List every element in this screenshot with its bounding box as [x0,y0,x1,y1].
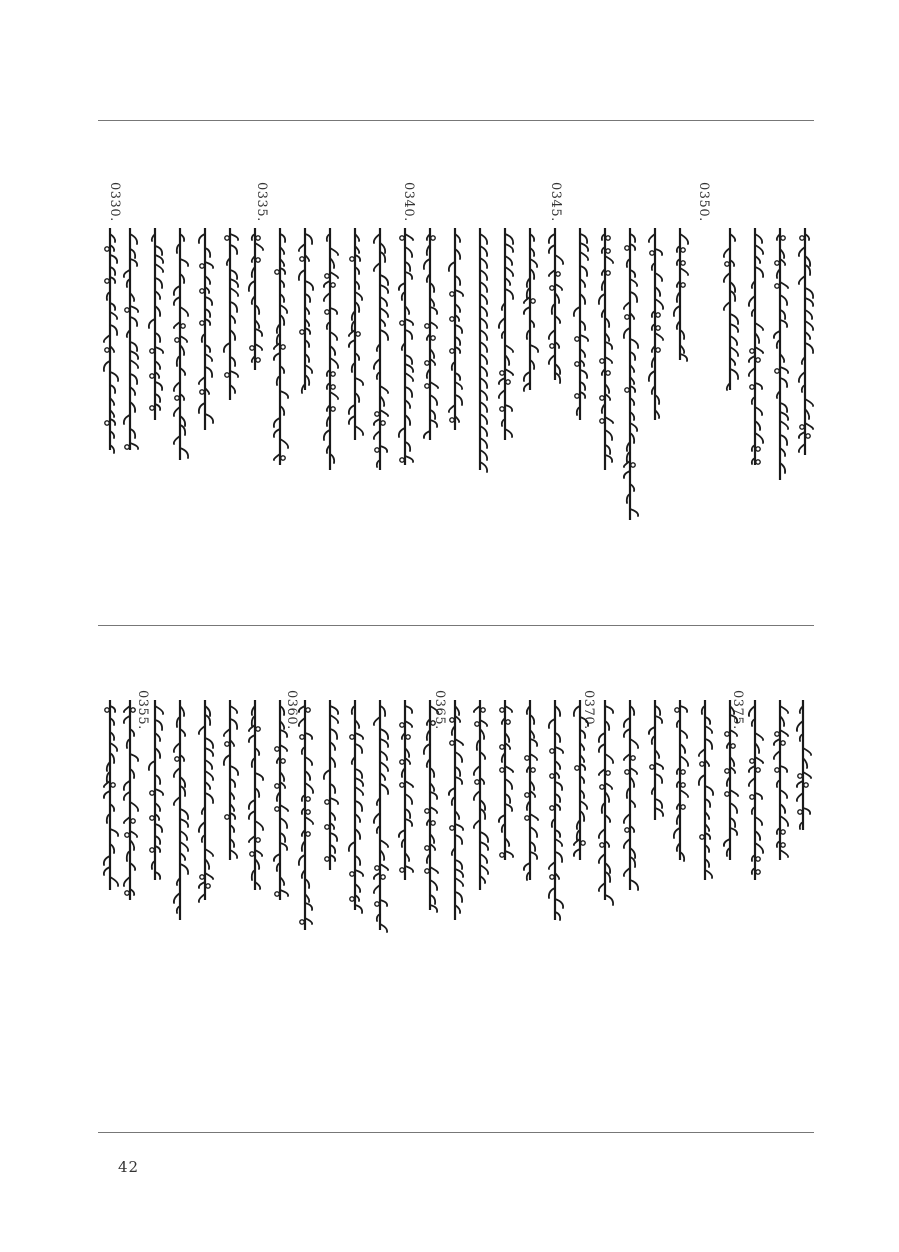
script-line [424,228,438,440]
script-line [449,700,463,920]
script-line [749,228,763,465]
verse-number: 0345. [548,182,563,222]
script-line [774,228,788,480]
script-line [599,700,613,905]
script-line [174,228,188,460]
script-line [724,700,738,860]
verse-number: 0355. [135,690,150,730]
script-line [449,228,463,430]
script-line [124,700,138,900]
script-line [674,228,688,361]
script-line [499,700,513,860]
script-line [724,228,738,390]
script-line [649,700,663,820]
verse-number: 0335. [254,182,269,222]
script-line [299,700,313,930]
script-line [274,228,288,465]
script-line [374,228,388,470]
script-line [199,700,213,902]
script-line [324,700,338,870]
script-line [224,228,238,400]
script-line [574,228,588,420]
script-line [274,700,288,900]
script-line [424,700,438,912]
script-line [799,228,813,455]
verse-number: 0365. [432,690,447,730]
script-line [374,700,388,932]
script-line [574,700,588,860]
script-line [399,228,413,465]
script-line [749,700,763,880]
script-line [224,700,238,860]
verse-number: 0375. [730,690,745,730]
script-line [699,700,713,880]
verse-number: 0340. [401,182,416,222]
verse-number: 0370. [581,690,596,730]
script-line [499,228,513,440]
script-line [549,228,563,383]
script-line [624,700,638,890]
script-line [649,228,663,420]
script-line [324,228,338,470]
script-line [549,700,563,920]
script-line [199,228,213,430]
script-line [299,228,313,393]
script-line [149,228,163,420]
script-line [474,700,488,890]
page-number: 42 [118,1158,140,1176]
script-line [674,700,688,861]
script-line [249,228,263,370]
script-line [104,228,118,453]
script-line [480,228,487,472]
script-line [104,700,118,890]
script-line [599,228,613,470]
script-line [774,700,788,860]
verse-number: 0330. [107,182,122,222]
script-line [124,228,138,450]
script-line [399,700,413,880]
script-line [249,700,263,890]
script-line [797,700,811,830]
script-line [149,700,163,880]
script-line [174,700,188,920]
verse-number: 0360. [284,690,299,730]
script-line [624,228,638,520]
script-line [524,700,538,880]
script-line [349,700,363,913]
script-line [349,228,363,440]
verse-number: 0350. [696,182,711,222]
script-line [524,228,538,391]
